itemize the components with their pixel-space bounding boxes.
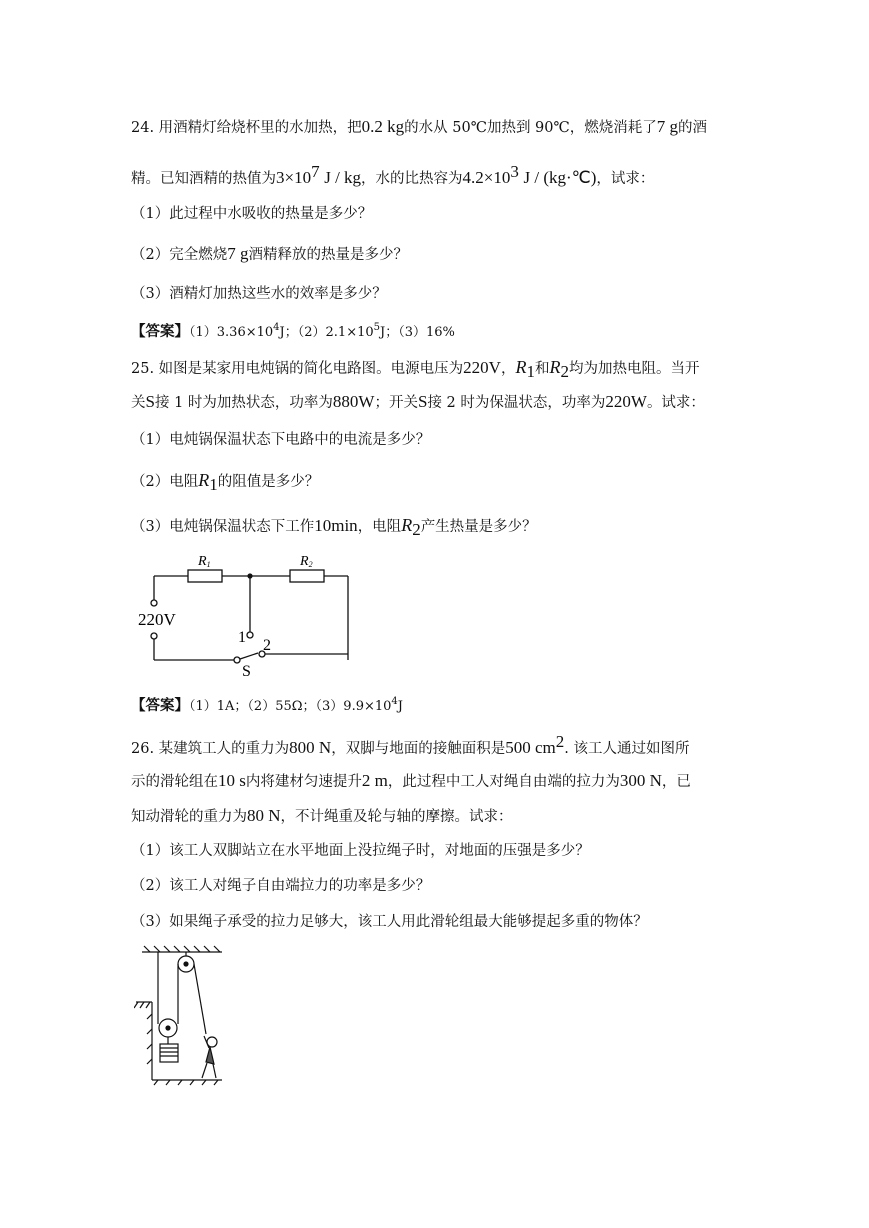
building-material xyxy=(160,1044,178,1062)
q24-number: 24. xyxy=(131,120,155,136)
worker-body xyxy=(206,1047,214,1064)
r1-label: R1 xyxy=(198,554,211,569)
movable-pulley-axle xyxy=(166,1026,170,1030)
switch-pivot xyxy=(234,657,240,663)
q24-part-2: （2）完全燃烧7 g酒精释放的热量是多少？ xyxy=(131,244,408,263)
q26-line-2: 示的滑轮组在10 s内将建材匀速提升2 m，此过程中工人对绳自由端的拉力为300 N，已 xyxy=(131,771,691,790)
worker-leg-left xyxy=(202,1063,207,1078)
q25-answer: 【答案】（1）1A；（2）55Ω；$(3)9.9\times 10^4J$ xyxy=(131,696,403,714)
ground-left-hatching xyxy=(134,1002,150,1008)
q26-part-2: （2）该工人对绳子自由端拉力的功率是多少？ xyxy=(131,878,431,894)
rope-free-end xyxy=(194,964,206,1034)
fixed-pulley-axle xyxy=(184,962,188,966)
contact-1-terminal xyxy=(247,632,253,638)
q25-part-1: （1）电炖锅保温状态下电路中的电流是多少？ xyxy=(131,432,431,448)
material-stripes xyxy=(160,1048,178,1056)
resistor-r2 xyxy=(290,570,324,582)
switch-blade xyxy=(240,653,258,659)
r2-label: R2 xyxy=(300,554,313,569)
worker-leg-right xyxy=(213,1064,216,1078)
q25-number: 25. xyxy=(131,361,155,377)
contact-1-label: 1 xyxy=(238,629,246,646)
q25-line-1: 25. 如图是某家用电炖锅的简化电路图。电源电压为220V，$R_1$和$R_2$均为加热电阻。当开 xyxy=(131,357,700,381)
pit-wall-hatching xyxy=(147,1014,152,1064)
q24-line-1: 24. 用酒精灯给烧杯里的水加热，把0.2 kg的水从 50℃加热到 90℃，燃烧消耗了7 g的酒 xyxy=(131,117,707,136)
q24-answer: 【答案】$(1)3.36\times 10^4J$；$(2)2.1\times 10^5J$；（3）16% xyxy=(131,322,455,340)
q24-part-1: （1）此过程中水吸收的热量是多少？ xyxy=(131,206,373,222)
floor-hatching xyxy=(154,1080,218,1085)
q25-part-2: （2）电阻$R_1$的阻值是多少？ xyxy=(131,470,320,494)
ceiling-hatching xyxy=(144,946,220,952)
source-terminal-top xyxy=(151,600,157,606)
q24-line-2: 精。已知酒精的热值为$3\times 10^7$ J / kg，水的比热容为$4.2\times 10^3$ J / (kg·℃)，试求： xyxy=(131,162,655,187)
resistor-r1 xyxy=(188,570,222,582)
q24-part-3: （3）酒精灯加热这些水的效率是多少？ xyxy=(131,286,387,302)
q26-number: 26. xyxy=(131,740,155,757)
q25-line-2: 关S接 1 时为加热状态，功率为880W；开关S接 2 时为保温状态，功率为220W。试求： xyxy=(131,392,705,411)
q26-line-1: 26. 某建筑工人的重力为800 N，双脚与地面的接触面积是500 $cm^2$. 该工人通过如图所 xyxy=(131,732,690,757)
source-label: 220V xyxy=(138,610,176,629)
switch-label: S xyxy=(242,663,251,680)
worker-arm xyxy=(204,1036,209,1048)
q26-part-1: （1）该工人双脚站立在水平地面上没拉绳子时，对地面的压强是多少？ xyxy=(131,843,590,859)
answer-label: 【答案】 xyxy=(131,322,189,340)
contact-2-label: 2 xyxy=(263,637,271,654)
q26-line-3: 知动滑轮的重力为80 N，不计绳重及轮与轴的摩擦。试求： xyxy=(131,806,513,825)
circuit-diagram xyxy=(130,550,360,682)
q26-part-3: （3）如果绳子承受的拉力足够大，该工人用此滑轮组最大能够提起多重的物体？ xyxy=(131,914,648,930)
pulley-illustration xyxy=(134,944,244,1086)
source-terminal-bottom xyxy=(151,633,157,639)
junction-dot xyxy=(247,573,252,578)
answer-label: 【答案】 xyxy=(131,696,189,714)
q25-part-3: （3）电炖锅保温状态下工作10min，电阻$R_2$产生热量是多少？ xyxy=(131,515,537,539)
